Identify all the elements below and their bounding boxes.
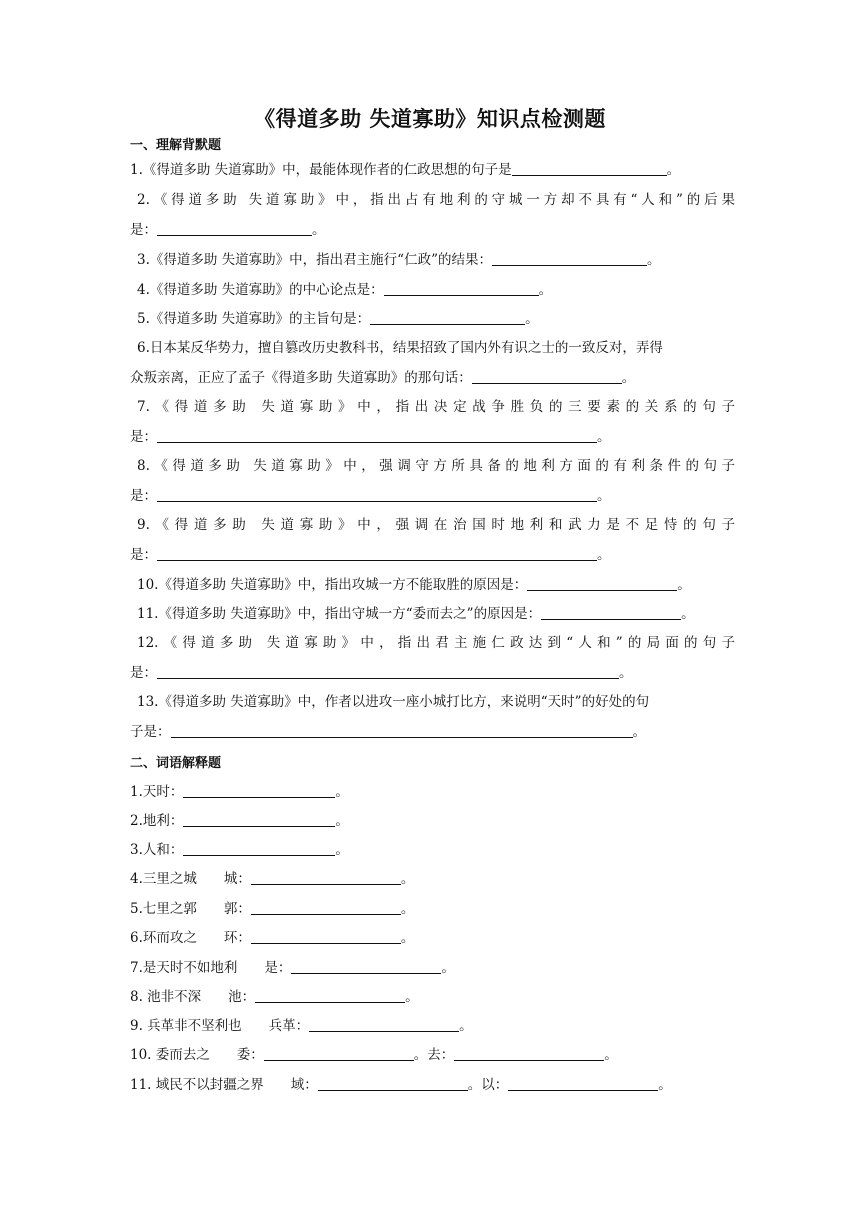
- word-8: [130, 983, 735, 1012]
- word-7: [130, 954, 735, 983]
- question-6-line-1: 6.日本某反华势力，擅自篡改历史教科书，结果招致了国内外有识之士的一致反对，弄得: [137, 340, 663, 356]
- section-heading-recitation: 一、理解背默题: [130, 138, 222, 153]
- answer-blank[interactable]: [157, 664, 619, 679]
- question-text: 是：: [130, 222, 157, 238]
- word-6: [130, 924, 735, 953]
- question-6-line-2: [130, 364, 735, 393]
- answer-blank[interactable]: [512, 161, 667, 176]
- period: 。: [632, 724, 646, 740]
- word-text: 5.七里之郭 郭：: [130, 901, 251, 917]
- word-5: [130, 895, 735, 924]
- period: 。: [604, 1047, 618, 1063]
- answer-blank[interactable]: [183, 783, 335, 798]
- answer-blank[interactable]: [541, 605, 681, 620]
- question-10: [137, 571, 735, 600]
- question-text: 5.《得道多助 失道寡助》的主旨句是：: [137, 311, 371, 327]
- period: 。: [538, 282, 553, 298]
- question-7-line-1: 7.《得道多助 失道寡助》中，指出决定战争胜负的三要素的关系的句子: [137, 399, 735, 415]
- question-text: 子是：: [130, 724, 171, 740]
- answer-blank[interactable]: [183, 812, 335, 827]
- period: 。: [441, 960, 455, 976]
- answer-blank[interactable]: [183, 841, 335, 856]
- question-9-line-1: 9.《得道多助 失道寡助》中，强调在治国时地利和武力是不足恃的句子: [137, 517, 735, 533]
- page-title: 《得道多助 失道寡助》知识点检测题: [254, 106, 606, 131]
- answer-blank[interactable]: [264, 1046, 414, 1061]
- period: 。: [658, 1077, 672, 1093]
- word-text: 3.人和：: [130, 842, 184, 858]
- question-2-line-1: 2.《得道多助 失道寡助》中，指出占有地利的守城一方却不具有“人和”的后果: [137, 192, 735, 208]
- answer-blank[interactable]: [370, 310, 525, 325]
- question-text: 是：: [130, 665, 157, 681]
- question-4: [137, 276, 735, 305]
- period: 。: [335, 842, 349, 858]
- question-text: 4.《得道多助 失道寡助》的中心论点是：: [137, 282, 384, 298]
- period: 。: [681, 606, 695, 622]
- answer-blank[interactable]: [157, 546, 597, 561]
- answer-blank[interactable]: [157, 221, 312, 236]
- period: 。: [525, 311, 539, 327]
- answer-blank[interactable]: [527, 576, 677, 591]
- answer-blank[interactable]: [291, 959, 441, 974]
- word-text: 6.环而攻之 环：: [130, 930, 251, 946]
- answer-blank[interactable]: [157, 428, 597, 443]
- period: 。: [621, 370, 636, 386]
- word-text: 。去：: [413, 1047, 455, 1063]
- word-text: 8. 池非不深 池：: [130, 989, 256, 1005]
- period: 。: [400, 930, 415, 946]
- answer-blank[interactable]: [454, 1046, 604, 1061]
- word-9: [130, 1012, 735, 1041]
- question-8-line-1: 8.《得道多助 失道寡助》中，强调守方所具备的地利方面的有利条件的句子: [137, 458, 735, 474]
- question-text: 3.《得道多助 失道寡助》中，指出君主施行“仁政”的结果：: [137, 252, 492, 268]
- period: 。: [597, 488, 611, 504]
- answer-blank[interactable]: [472, 369, 622, 384]
- word-2: [130, 807, 735, 836]
- question-9-line-2: [130, 541, 735, 570]
- period: 。: [597, 429, 611, 445]
- period: 。: [666, 162, 681, 178]
- period: 。: [597, 547, 611, 563]
- period: 。: [405, 989, 419, 1005]
- word-text: 4.三里之城 城：: [130, 871, 251, 887]
- answer-blank[interactable]: [157, 487, 597, 502]
- answer-blank[interactable]: [251, 900, 401, 915]
- period: 。: [459, 1018, 473, 1034]
- question-3: [137, 246, 735, 275]
- question-11: [137, 600, 735, 629]
- period: 。: [312, 222, 326, 238]
- answer-blank[interactable]: [255, 988, 405, 1003]
- word-text: 11. 域民不以封疆之界 域：: [130, 1077, 318, 1093]
- word-1: [130, 778, 735, 807]
- word-4: [130, 865, 735, 894]
- word-11: [130, 1071, 735, 1100]
- word-text: 10. 委而去之 委：: [130, 1047, 264, 1063]
- answer-blank[interactable]: [251, 870, 401, 885]
- question-13-line-2: [130, 718, 735, 747]
- question-text: 1.《得道多助 失道寡助》中，最能体现作者的仁政思想的句子是: [130, 162, 512, 178]
- word-3: [130, 836, 735, 865]
- question-text: 是：: [130, 429, 157, 445]
- question-12-line-1: 12.《得道多助 失道寡助》中，指出君主施仁政达到“人和”的局面的句子: [137, 635, 735, 651]
- word-text: 7.是天时不如地利 是：: [130, 960, 292, 976]
- question-13-line-1: 13.《得道多助 失道寡助》中，作者以进攻一座小城打比方，来说明“天时”的好处的句: [137, 694, 650, 710]
- word-text: 1.天时：: [130, 784, 184, 800]
- section-heading-vocabulary: 二、词语解释题: [130, 756, 222, 771]
- word-text: 2.地利：: [130, 813, 184, 829]
- period: 。: [619, 665, 633, 681]
- period: 。: [400, 871, 415, 887]
- period: 。: [400, 901, 415, 917]
- answer-blank[interactable]: [318, 1076, 468, 1091]
- period: 。: [335, 784, 349, 800]
- question-text: 10.《得道多助 失道寡助》中，指出攻城一方不能取胜的原因是：: [137, 577, 528, 593]
- question-8-line-2: [130, 482, 735, 511]
- period: 。: [677, 577, 691, 593]
- question-text: 众叛亲离，正应了孟子《得道多助 失道寡助》的那句话：: [130, 370, 472, 386]
- question-2-line-2: [130, 216, 735, 245]
- question-text: 是：: [130, 488, 157, 504]
- question-text: 是：: [130, 547, 157, 563]
- answer-blank[interactable]: [492, 251, 647, 266]
- question-5: [137, 305, 735, 334]
- word-10: [130, 1041, 735, 1070]
- answer-blank[interactable]: [309, 1017, 459, 1032]
- period: 。: [335, 813, 349, 829]
- question-7-line-2: [130, 423, 735, 452]
- answer-blank[interactable]: [251, 929, 401, 944]
- answer-blank[interactable]: [508, 1076, 658, 1091]
- answer-blank[interactable]: [384, 281, 539, 296]
- question-12-line-2: [130, 659, 735, 688]
- question-1: [130, 156, 735, 185]
- question-text: 11.《得道多助 失道寡助》中，指出守城一方“委而去之”的原因是：: [137, 606, 542, 622]
- period: 。: [646, 252, 661, 268]
- word-text: 9. 兵革非不坚利也 兵革：: [130, 1018, 310, 1034]
- word-text: 。以：: [467, 1077, 509, 1093]
- answer-blank[interactable]: [171, 723, 633, 738]
